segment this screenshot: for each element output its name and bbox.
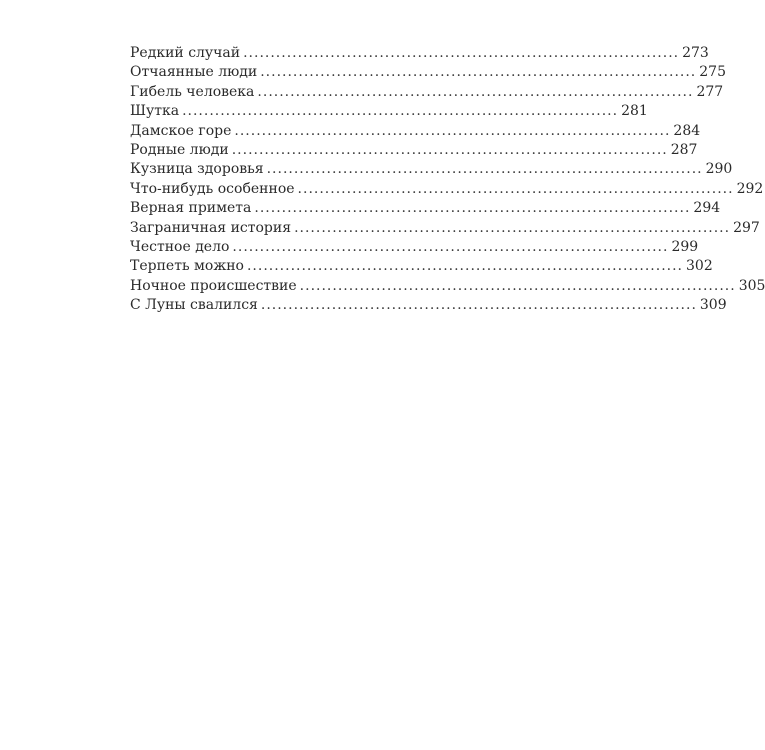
toc-entry-page: 281: [621, 103, 648, 120]
toc-entry-page: 302: [686, 258, 713, 275]
toc-entry[interactable]: [130, 180, 764, 199]
toc-entry-page: 273: [682, 45, 709, 61]
dot-leader: ................................................................................: [243, 45, 680, 61]
dot-leader: ................................................................................: [232, 238, 669, 255]
dot-leader: ................................................................................: [299, 277, 736, 294]
toc-entry-page: 292: [736, 180, 764, 197]
toc-entry-page: 287: [670, 141, 698, 158]
toc-entry-title: Что-нибудь особенное: [130, 180, 295, 197]
toc-entry-page: 297: [733, 219, 760, 236]
toc-entry-title: Честное дело: [130, 238, 230, 255]
toc-entry-page: 290: [705, 161, 733, 178]
toc-entry[interactable]: [130, 277, 765, 296]
dot-leader: ................................................................................: [254, 200, 691, 217]
toc-entry-page: 275: [699, 64, 726, 81]
toc-entry-title: Родные люди: [130, 141, 229, 158]
dot-leader: ................................................................................: [260, 64, 697, 81]
table-of-contents: [130, 44, 765, 315]
toc-entry-page: 309: [699, 297, 727, 314]
dot-leader: ................................................................................: [246, 258, 683, 275]
toc-entry-page: 294: [693, 200, 721, 217]
toc-entry[interactable]: [130, 102, 648, 121]
dot-leader: ................................................................................: [234, 122, 671, 139]
toc-entry-title: Редкий случай: [130, 45, 241, 61]
toc-entry-page: 299: [671, 238, 699, 255]
dot-leader: ................................................................................: [297, 180, 734, 197]
dot-leader: ................................................................................: [260, 297, 697, 314]
toc-entry-title: Верная примета: [130, 200, 252, 217]
toc-entry[interactable]: [130, 44, 709, 63]
dot-leader: ................................................................................: [266, 161, 703, 178]
toc-entry-page: 305: [738, 277, 765, 294]
toc-entry-title: Дамское горе: [130, 122, 232, 139]
toc-entry[interactable]: [130, 296, 727, 315]
toc-entry[interactable]: [130, 122, 701, 141]
toc-entry[interactable]: [130, 160, 733, 179]
toc-entry[interactable]: [130, 83, 724, 102]
toc-entry-title: Заграничная история: [130, 219, 292, 236]
toc-entry[interactable]: [130, 219, 760, 238]
toc-entry[interactable]: [130, 238, 699, 257]
toc-entry[interactable]: [130, 63, 726, 82]
toc-entry-title: Ночное происшествие: [130, 277, 297, 294]
toc-entry-title: Отчаянные люди: [130, 64, 258, 81]
toc-entry-title: С Луны свалился: [130, 297, 258, 314]
toc-entry[interactable]: [130, 141, 698, 160]
dot-leader: ................................................................................: [231, 141, 668, 158]
toc-entry[interactable]: [130, 257, 713, 276]
toc-entry-page: 284: [673, 122, 701, 139]
dot-leader: ................................................................................: [294, 219, 731, 236]
toc-entry-page: 277: [696, 83, 724, 100]
toc-entry-title: Гибель человека: [130, 83, 255, 100]
dot-leader: ................................................................................: [257, 83, 694, 100]
dot-leader: ................................................................................: [182, 103, 619, 120]
toc-entry-title: Кузница здоровья: [130, 161, 264, 178]
toc-entry-title: Шутка: [130, 103, 180, 120]
toc-entry[interactable]: [130, 199, 721, 218]
toc-entry-title: Терпеть можно: [130, 258, 244, 275]
